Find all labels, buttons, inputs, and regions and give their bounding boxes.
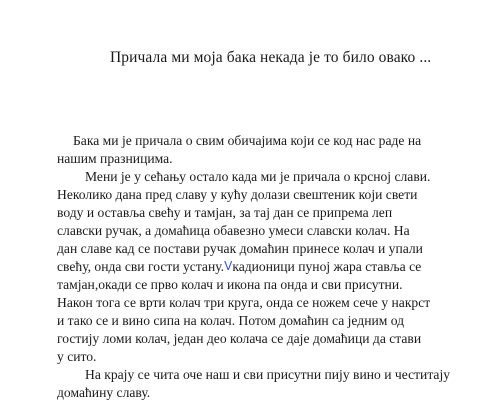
text-line-8 (57, 260, 421, 274)
text-line-9b: окади се прво колач и икона па онда и сви присутни. (98, 277, 403, 292)
text-line-9 (57, 278, 403, 292)
text-line-5: воду и оставља свећу и тамјан, за тај дан се припрема леп (57, 205, 393, 220)
text-line-15: домаћину славу. (57, 385, 151, 400)
text-line-4: Неколико дана пред славу у кућу долази свештеник који свети (57, 187, 418, 202)
text-line-10: Након тога се врти колач три круга, онда се ножем сече у накрст (57, 295, 431, 310)
text-line-2: нашим празницима. (57, 151, 173, 166)
text-line-8b: кадионици пуној жара ставља се (232, 259, 422, 274)
text-line-8a: свећу, онда сви гости устану. (57, 259, 225, 274)
text-line-9a: тамјан, (57, 277, 99, 292)
text-line-14: На крају се чита оче наш и сви присутни пију вино и честитају (85, 367, 451, 382)
document-title: Причала ми моја бака некада је то било овако ... (110, 49, 432, 66)
text-line-11: и тако се и вино сипа на колач. Потом домаћин са једним од (57, 313, 405, 328)
text-line-1: Бака ми је причала о свим обичајима који се код нас раде на (73, 133, 422, 148)
text-line-13: у сито. (57, 349, 97, 364)
text-line-6: славски ручак, а домаћица обавезно умеси славски колач. На (57, 223, 410, 238)
text-line-3: Мени је у сећању остало када ми је причала о крсној слави. (85, 169, 431, 184)
text-line-12: гостију ломи колач, један део колача се даје домаћици да стави (57, 331, 422, 346)
handwritten-insertion-mark: V (224, 259, 233, 273)
text-line-7: дан славе кад се постави ручак домаћин принесе колач и упали (57, 241, 423, 256)
